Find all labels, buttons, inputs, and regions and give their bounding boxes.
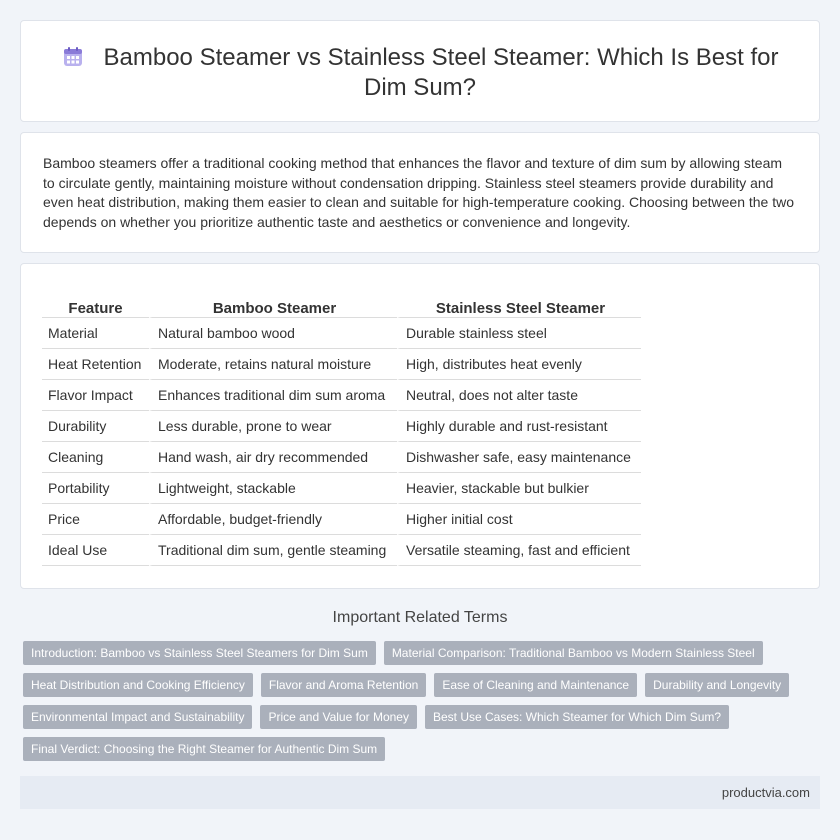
table-row — [42, 380, 641, 411]
table-row — [42, 442, 641, 473]
related-term-tag[interactable]: Final Verdict: Choosing the Right Steamer for Authentic Dim Sum — [23, 737, 385, 761]
related-term-tag[interactable]: Flavor and Aroma Retention — [261, 673, 426, 697]
bamboo-cell: Traditional dim sum, gentle steaming — [149, 535, 397, 566]
intro-paragraph: Bamboo steamers offer a traditional cooking method that enhances the flavor and texture of dim sum by allowing steam to circulate gently, maintaining moisture without condensation dripping. Stainless steel steamers provide durability and even heat distribution, making them easier to clean and suitable for high-temperature cooking. Choosing between the two depends on whether you prioritize authentic taste and aesthetics or convenience and longevity. — [43, 155, 795, 230]
bamboo-cell: Affordable, budget-friendly — [149, 504, 397, 535]
bamboo-cell: Lightweight, stackable — [149, 473, 397, 504]
stainless-cell: Higher initial cost — [397, 504, 641, 535]
bamboo-cell: Moderate, retains natural moisture — [149, 349, 397, 380]
related-term-tag[interactable]: Ease of Cleaning and Maintenance — [434, 673, 637, 697]
bamboo-cell: Less durable, prone to wear — [149, 411, 397, 442]
stainless-cell: Neutral, does not alter taste — [397, 380, 641, 411]
related-terms-list — [23, 641, 803, 761]
stainless-cell: Heavier, stackable but bulkier — [397, 473, 641, 504]
footer-site-link[interactable]: productvia.com — [721, 785, 810, 800]
related-term-tag[interactable]: Durability and Longevity — [645, 673, 789, 697]
feature-cell: Material — [42, 318, 149, 349]
stainless-cell: Dishwasher safe, easy maintenance — [397, 442, 641, 473]
related-term-tag[interactable]: Environmental Impact and Sustainability — [23, 705, 252, 729]
table-row — [42, 535, 641, 566]
table-row — [42, 318, 641, 349]
comparison-table — [42, 297, 641, 566]
header-feature: Feature — [42, 297, 149, 318]
footer — [20, 776, 820, 809]
related-term-tag[interactable]: Heat Distribution and Cooking Efficiency — [23, 673, 253, 697]
feature-cell: Cleaning — [42, 442, 149, 473]
table-row — [42, 349, 641, 380]
related-term-tag[interactable]: Introduction: Bamboo vs Stainless Steel Steamers for Dim Sum — [23, 641, 376, 665]
bamboo-cell: Natural bamboo wood — [149, 318, 397, 349]
title-card — [20, 20, 820, 122]
page-title: Bamboo Steamer vs Stainless Steel Steamer: Which Is Best for Dim Sum? — [103, 44, 779, 101]
header-stainless: Stainless Steel Steamer — [397, 297, 641, 318]
related-term-tag[interactable]: Price and Value for Money — [260, 705, 417, 729]
feature-cell: Flavor Impact — [42, 380, 149, 411]
feature-cell: Heat Retention — [42, 349, 149, 380]
table-row — [42, 504, 641, 535]
related-term-tag[interactable]: Best Use Cases: Which Steamer for Which Dim Sum? — [425, 705, 729, 729]
intro-card — [20, 132, 820, 253]
feature-cell: Price — [42, 504, 149, 535]
stainless-cell: Highly durable and rust-resistant — [397, 411, 641, 442]
table-row — [42, 473, 641, 504]
page-title-wrap — [61, 43, 779, 103]
bamboo-cell: Hand wash, air dry recommended — [149, 442, 397, 473]
table-row — [42, 411, 641, 442]
bamboo-cell: Enhances traditional dim sum aroma — [149, 380, 397, 411]
feature-cell: Durability — [42, 411, 149, 442]
stainless-cell: Versatile steaming, fast and efficient — [397, 535, 641, 566]
stainless-cell: Durable stainless steel — [397, 318, 641, 349]
related-terms-heading: Important Related Terms — [332, 609, 508, 626]
stainless-cell: High, distributes heat evenly — [397, 349, 641, 380]
comparison-card — [20, 263, 820, 589]
feature-cell: Ideal Use — [42, 535, 149, 566]
calendar-icon — [62, 46, 84, 68]
feature-cell: Portability — [42, 473, 149, 504]
header-bamboo: Bamboo Steamer — [149, 297, 397, 318]
related-term-tag[interactable]: Material Comparison: Traditional Bamboo vs Modern Stainless Steel — [384, 641, 763, 665]
table-header-row — [42, 297, 641, 318]
